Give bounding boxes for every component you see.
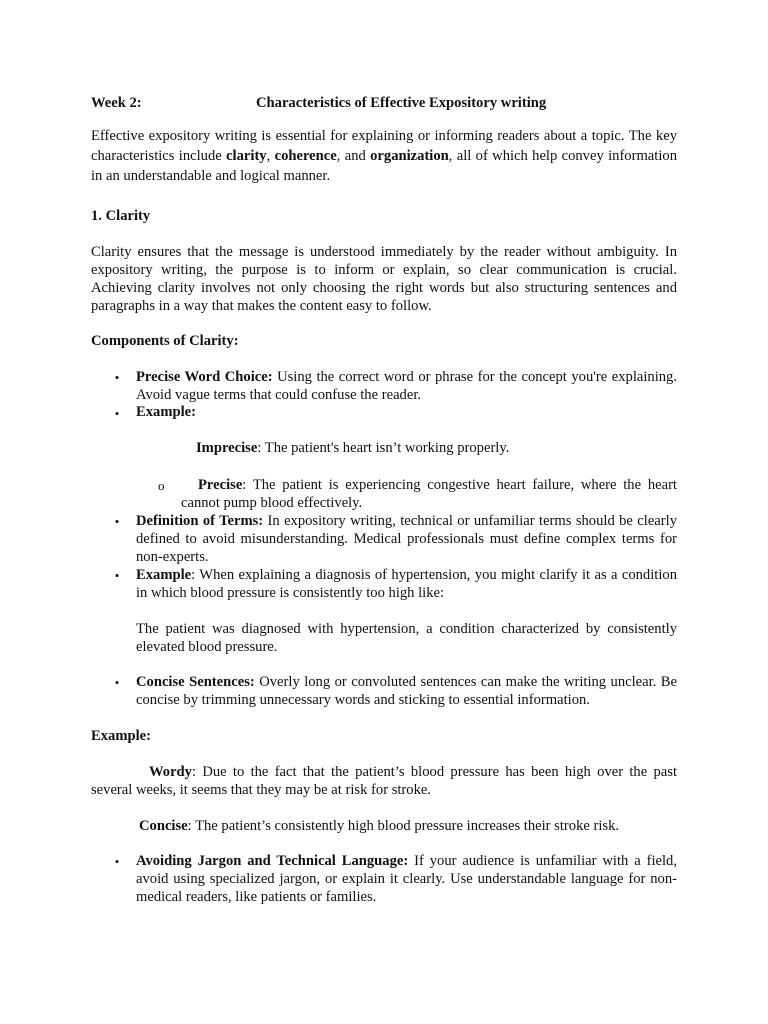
keyword-clarity: clarity [226,148,267,164]
imprecise-example: Imprecise: The patient's heart isn’t working properly. [196,440,510,456]
example-heading: Example: [91,728,151,744]
bullet-marker: • [114,675,120,690]
bullet-concise-sentences: Concise Sentences: Overly long or convoluted sentences can make the writing unclear. Be concise by trimming unnecessary words and sticking to essential information. [136,674,678,708]
hypertension-example-sentence: The patient was diagnosed with hypertension, a condition characterized by consistently elevated blood pressure. [136,621,677,655]
bullet-example-1: Example: [136,404,196,420]
keyword-organization: organization [370,148,449,164]
document-title: Characteristics of Effective Expository writing [256,95,547,111]
components-heading: Components of Clarity: [91,333,239,349]
bullet-precise-word-choice: Precise Word Choice: Using the correct word or phrase for the concept you're explaining. Avoid vague terms that could confuse the reader. [136,369,677,403]
keyword-coherence: coherence [274,148,337,164]
sub-bullet-marker: o [158,478,165,493]
week-label: Week 2: [91,95,142,111]
bullet-avoiding-jargon: Avoiding Jargon and Technical Language: If your audience is unfamiliar with a field, avoid using specialized jargon, or explain it clearly. Use understandable language for non-medical readers, like patients or families. [136,853,677,905]
bullet-example-2: Example: When explaining a diagnosis of hypertension, you might clarify it as a condition in which blood pressure is consistently too high like: [136,567,677,601]
clarity-paragraph: Clarity ensures that the message is understood immediately by the reader without ambiguity. In expository writing, the purpose is to inform or explain, so clear communication is crucial. Achieving clarity involves not only choosing the right words but also structuring sentences and paragraphs in a way that makes the content easy to follow. [91,244,677,314]
section-heading-clarity: 1. Clarity [91,208,151,224]
bullet-definition-of-terms: Definition of Terms: In expository writing, technical or unfamiliar terms should be clearly defined to avoid misunderstanding. Medical professionals must define complex terms for non-experts. [136,513,677,565]
concise-example: Concise: The patient’s consistently high blood pressure increases their stroke risk. [139,818,620,834]
bullet-marker: • [114,370,120,385]
bullet-marker: • [114,854,120,869]
wordy-example: Wordy: Due to the fact that the patient’s blood pressure has been high over the past several weeks, it seems that they may be at risk for stroke. [91,764,677,798]
bullet-marker: • [114,406,120,421]
intro-paragraph: Effective expository writing is essential for explaining or informing readers about a topic. The key characteristics include clarity, coherence, and organization, all of which help convey information in an understandable and logical manner. [91,128,677,184]
bullet-marker: • [114,514,120,529]
bullet-marker: • [114,568,120,583]
precise-example: Precise: The patient is experiencing congestive heart failure, where the heart cannot pump blood effectively. [181,477,677,511]
